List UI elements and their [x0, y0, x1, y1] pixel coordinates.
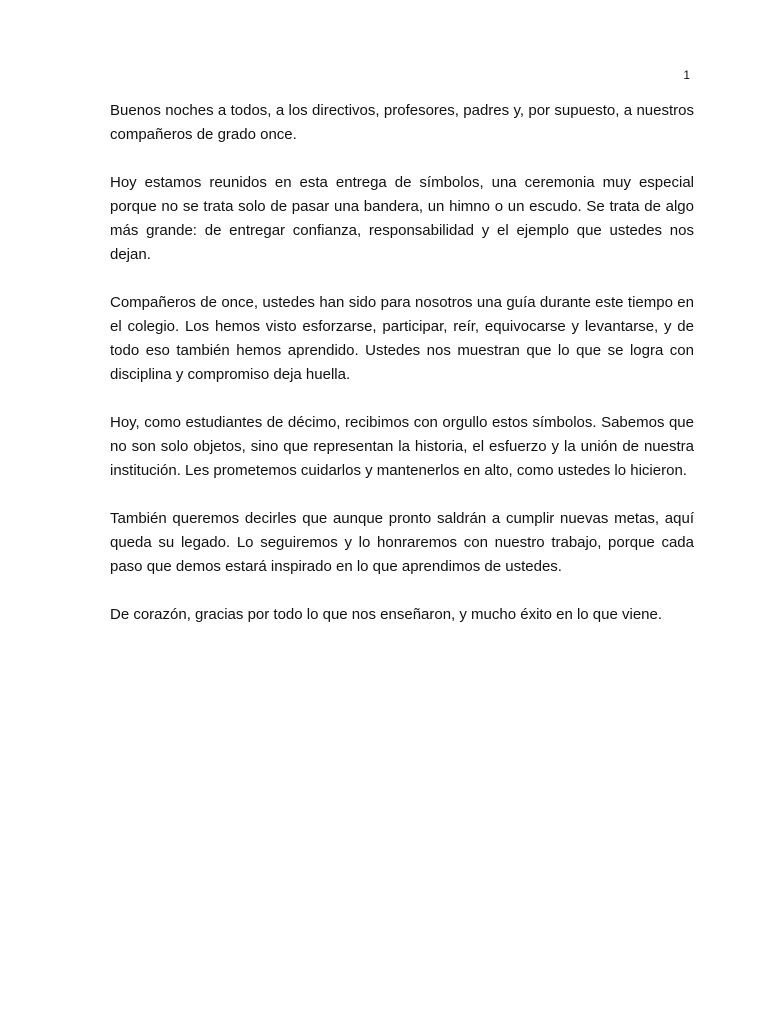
- paragraph-legacy: También queremos decirles que aunque pronto saldrán a cumplir nuevas metas, aquí queda su legado. Lo seguiremos y lo honraremos con nuestro trabajo, porque cada paso que demos estará inspirado en lo que aprendimos de ustedes.: [110, 510, 694, 575]
- paragraph-ceremony: Hoy estamos reunidos en esta entrega de símbolos, una ceremonia muy especial porque no se trata solo de pasar una bandera, un himno o un escudo. Se trata de algo más grande: de entregar confianza, responsabilidad y el ejemplo que ustedes nos dejan.: [110, 174, 694, 263]
- document-body: [110, 99, 694, 651]
- paragraph-symbols: Hoy, como estudiantes de décimo, recibimos con orgullo estos símbolos. Sabemos que no son solo objetos, sino que representan la historia, el esfuerzo y la unión de nuestra institución. Les prometemos cuidarlos y mantenerlos en alto, como ustedes lo hicieron.: [110, 414, 694, 479]
- page-number: 1: [683, 68, 690, 82]
- paragraph-closing: De corazón, gracias por todo lo que nos enseñaron, y mucho éxito en lo que viene.: [110, 606, 663, 623]
- paragraph-greeting: Buenos noches a todos, a los directivos, profesores, padres y, por supuesto, a nuestros compañeros de grado once.: [110, 102, 694, 143]
- paragraph-classmates: Compañeros de once, ustedes han sido para nosotros una guía durante este tiempo en el colegio. Los hemos visto esforzarse, participar, reír, equivocarse y levantarse, y de todo eso también hemos aprendido. Ustedes nos muestran que lo que se logra con disciplina y compromiso deja huella.: [110, 294, 694, 383]
